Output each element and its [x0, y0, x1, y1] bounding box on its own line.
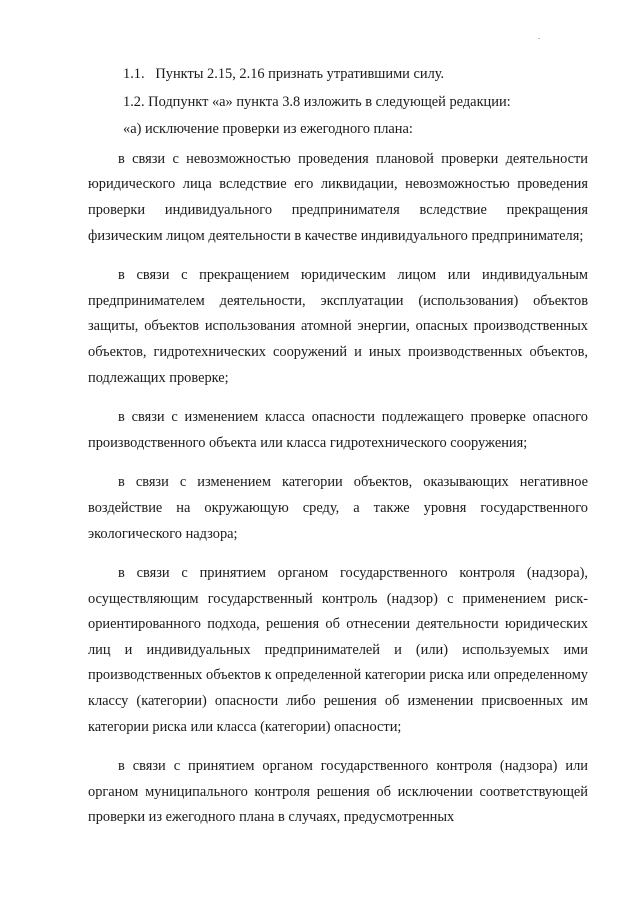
scan-speck [538, 38, 540, 39]
item-1-1: 1.1. Пункты 2.15, 2.16 признать утратившими силу. [123, 66, 445, 82]
paragraph-exclusion-decision: в связи с принятием органом государственного контроля (надзора) или органом муниципального контроля решения об исключении соответствующей проверки из ежегодного плана в случаях, предусмотренных [88, 758, 588, 826]
paragraph-risk-approach: в связи с принятием органом государственного контроля (надзора), осуществляющим государственный контроль (надзор) с применением риск-ориентированного подхода, решения об отнесении деятельности юридических лиц и индивидуальных предпринимателей и (или) используемых ими производственных объектов к определенной категории риска или определенному классу (категории) опасности либо решения об изменении присвоенных им категории риска или класса (категории) опасности; [88, 565, 588, 735]
paragraph-environment-category: в связи с изменением категории объектов, оказывающих негативное воздействие на окружающую среду, а также уровня государственного экологического надзора; [88, 474, 588, 542]
paragraph-hazard-class: в связи с изменением класса опасности подлежащего проверке опасного производственного объекта или класса гидротехнического сооружения; [88, 409, 588, 451]
item-a-heading: «а) исключение проверки из ежегодного плана: [123, 121, 413, 138]
paragraph-liquidation: в связи с невозможностью проведения плановой проверки деятельности юридического лица вследствие его ликвидации, невозможностью проведения проверки индивидуального предпринимателя вследствие прекращения физическим лицом деятельности в качестве индивидуального предпринимателя; [88, 150, 588, 244]
paragraph-termination: в связи с прекращением юридическим лицом или индивидуальным предпринимателем деятельности, эксплуатации (использования) объектов защиты, объектов использования атомной энергии, опасных производственных объектов, гидротехнических сооружений и иных производственных объектов, подлежащих проверке; [88, 267, 588, 386]
item-1-2: 1.2. Подпункт «а» пункта 3.8 изложить в следующей редакции: [123, 93, 511, 110]
